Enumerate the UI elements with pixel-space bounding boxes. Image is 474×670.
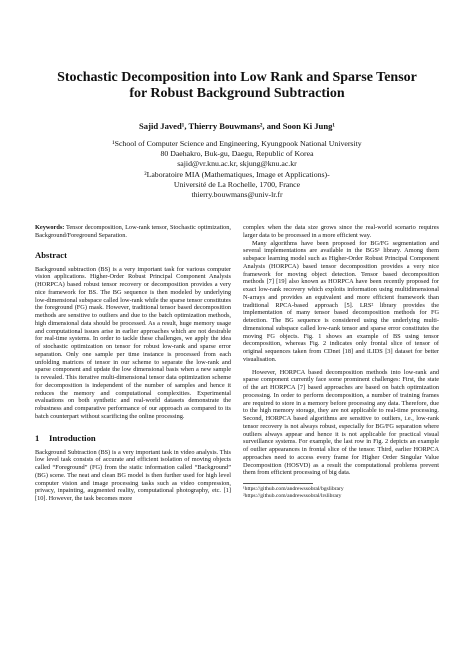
left-column xyxy=(35,224,231,503)
section-number: 1 xyxy=(35,432,40,443)
author-list: Sajid Javed¹, Thierry Bouwmans², and Soon Ki Jung¹ xyxy=(139,121,335,131)
section-heading-introduction xyxy=(35,433,231,443)
title-line-2: for Robust Background Subtraction xyxy=(129,86,345,101)
footnote-link[interactable]: ¹https://github.com/andrewssobral/bgslibrary xyxy=(243,486,344,492)
affiliations xyxy=(40,139,434,200)
footnote-link[interactable]: ²https://github.com/andrewssobral/lrslibrary xyxy=(243,493,342,499)
affiliation-email: thierry.bouwmans@univ-lr.fr xyxy=(191,190,283,200)
body-paragraph: However, HORPCA based decomposition methods into low-rank and sparse component currently face some prominent challenges: First, the state of the art HORPCA [7] based approaches are based on batch optimization processing. In order to perform decomposition, a number of training frames are required to store in a memory before processing any data. Therefore, due to the high memory storage, they are not applicable to real-time processing. Second, HORPCA based algorithms are sensitive to outliers, i.e., low-rank tensor recovery is not always robust, especially for BG/FG separation where outliers always appear and hence it is not applicable for practical visual surveillance systems. For example, the last row in Fig. 2 depicts an example of outlier appearances in frontal slice of the tensor. Third, earlier HORPCA approaches need to access every frame for Higher Order Singular Value Decomposition (HOSVD) as a result the computational problems prevent them from efficient processing of big data. xyxy=(243,368,439,477)
section-title: Introduction xyxy=(49,432,96,443)
abstract-text: Background subtraction (BS) is a very important task for various computer vision applications. Higher-Order Robust Principal Component Analysis (HORPCA) based robust tensor recovery or decomposition provides a very nice framework for BS. The BG sequence is then modeled by underlying low-dimensional subspace called low-rank while the sparse tensor constitutes the foreground (FG) mask. However, traditional tensor based decomposition methods are sensitive to outliers and due to the batch optimization methods, high dimensional data should be processed. As a result, huge memory usage and computational issues arise in earlier approaches which are not desirable for real-time systems. In order to tackle these challenges, we apply the idea of stochastic optimization on tensor for robust low-rank and sparse error separation. Only one sample per time instance is processed from each unfolding matrices of tensor in our scheme to separate the low-rank and sparse component and update the low dimensional basis when a new sample is revealed. This iterative multi-dimensional tensor data optimization scheme for decomposition is independent of the number of samples and hence it reduces the memory and computational complexities. Experimental evaluations on both synthetic and real-world datasets demonstrate the robustness and comparative performance of our approach as compared to its batch counterpart without scarificing the online processing. xyxy=(35,265,231,420)
affiliation-line: 80 Daehakro, Buk-gu, Daegu, Republic of Korea xyxy=(160,149,314,159)
body-paragraph: Many algorithms have been proposed for BG/FG segmentation and several implementations are available in the BGS¹ library. Among them subspace learning model such as Higher-Order Robust Principal Component Analysis (HORPCA) based tensor decomposition provides a very nice framework for moving object detection. Tensor based decomposition methods [7] [19] also known as HORPCA have been recently proposed for exact low-rank recovery which exploits information using multidimensional N-arrays and provides an equivalent and more efficient framework than traditional RPCA-based approach [5]. LRS² library provides the implementation of many tensor based decomposition methods for FG detection. The BG sequence is considered using the underlying multi-dimensional subspace called low-rank tensor and sparse error constitutes the moving FG objects. Fig. 1 shows an example of BS using tensor decomposition, whereas Fig. 2 indicates only frontal slice of tensor of original sequences taken from CDnet [18] and iLIDS [3] dataset for better visualisation. xyxy=(243,239,439,363)
affiliation-line: Université de La Rochelle, 1700, France xyxy=(173,179,301,189)
body-paragraph: complex when the data size grows since the real-world scenario requires larger data to be processed in a more efficient way. xyxy=(243,224,439,239)
affiliation-email: sajid@vr.knu.ac.kr, skjung@knu.ac.kr xyxy=(177,159,297,169)
keywords xyxy=(35,224,231,240)
paper-title xyxy=(40,70,434,102)
intro-paragraph: Background Subtraction (BS) is a very important task in video analysis. This low level task consists of accurate and efficient isolation of moving objects called “Foreground” (FG) from the static information called “Background” (BG) scene. The neat and clean BG model is then further used for high level computer vision and image processing tasks such as video compression, privacy, inpainting, augmented reality, computational photography, etc. [1] [10]. However, the task becomes more xyxy=(35,448,231,502)
abstract-heading: Abstract xyxy=(35,249,67,260)
affiliation-line: ²Laboratoire MIA (Mathematiques, Image et Applications)- xyxy=(144,169,330,179)
footnotes xyxy=(243,483,344,500)
title-line-1: Stochastic Decomposition into Low Rank and Sparse Tensor xyxy=(57,70,417,85)
keywords-label: Keywords: xyxy=(35,224,65,231)
affiliation-line: ¹School of Computer Science and Engineering, Kyungpook National University xyxy=(112,139,362,148)
keywords-text: Tensor decomposition, Low-rank tensor, Stochastic optimization, Background/Foreground Separation. xyxy=(35,224,231,239)
right-column xyxy=(243,224,439,500)
